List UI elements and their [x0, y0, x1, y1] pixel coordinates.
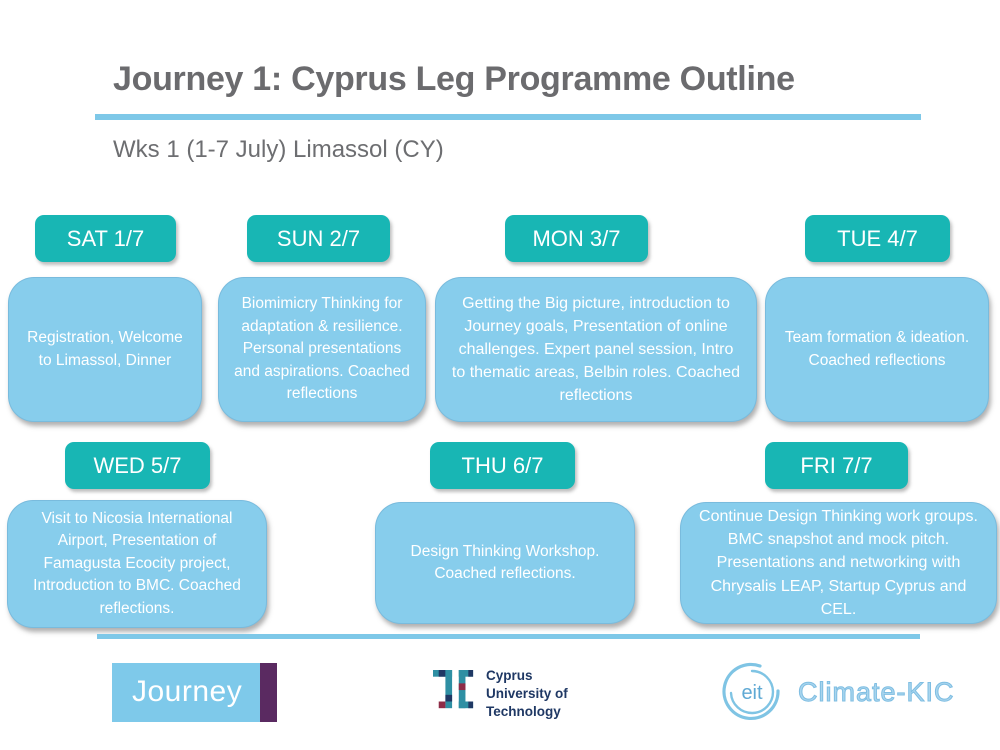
day-header-sat: SAT 1/7: [35, 215, 176, 262]
page-subtitle: Wks 1 (1-7 July) Limassol (CY): [113, 136, 444, 163]
eit-circle-icon: [720, 660, 784, 724]
activity-card-wed: Visit to Nicosia International Airport, Presentation of Famagusta Ecocity project, Introduction to BMC. Coached reflections.: [7, 500, 267, 628]
title-divider: [95, 114, 921, 120]
journey-logo-text: Journey: [132, 675, 243, 708]
day-header-mon: MON 3/7: [505, 215, 648, 262]
cyprus-university-logo: [433, 664, 568, 723]
cyprus-university-text: [486, 664, 568, 720]
activity-card-mon: Getting the Big picture, introduction to Journey goals, Presentation of online challenges. Expert panel session, Intro to thematic areas, Belbin roles. Coached reflections: [435, 277, 757, 422]
climate-kic-logo: [720, 660, 955, 724]
climate-kic-text: Climate-KIC: [798, 676, 955, 707]
activity-card-fri: Continue Design Thinking work groups. BMC snapshot and mock pitch. Presentations and networking with Chrysalis LEAP, Startup Cyprus and CEL.: [680, 502, 997, 624]
cut-line-1: Cyprus: [486, 668, 533, 683]
day-header-thu: THU 6/7: [430, 442, 575, 489]
footer-divider: [97, 634, 920, 639]
activity-card-thu: Design Thinking Workshop. Coached reflections.: [375, 502, 635, 624]
day-header-tue: TUE 4/7: [805, 215, 950, 262]
day-header-sun: SUN 2/7: [247, 215, 390, 262]
svg-text:eit: eit: [741, 682, 763, 704]
activity-card-sun: Biomimicry Thinking for adaptation & resilience. Personal presentations and aspirations. Coached reflections: [218, 277, 426, 422]
journey-logo: [112, 663, 277, 722]
page-title: Journey 1: Cyprus Leg Programme Outline: [113, 60, 795, 98]
day-header-fri: FRI 7/7: [765, 442, 908, 489]
cut-line-2: University of: [486, 685, 568, 701]
journey-logo-purple-bar: [260, 663, 277, 722]
cyprus-university-icon: [433, 664, 475, 723]
activity-card-sat: Registration, Welcome to Limassol, Dinner: [8, 277, 202, 422]
day-header-wed: WED 5/7: [65, 442, 210, 489]
cut-line-3: Technology: [486, 703, 561, 719]
activity-card-tue: Team formation & ideation. Coached reflections: [765, 277, 989, 422]
